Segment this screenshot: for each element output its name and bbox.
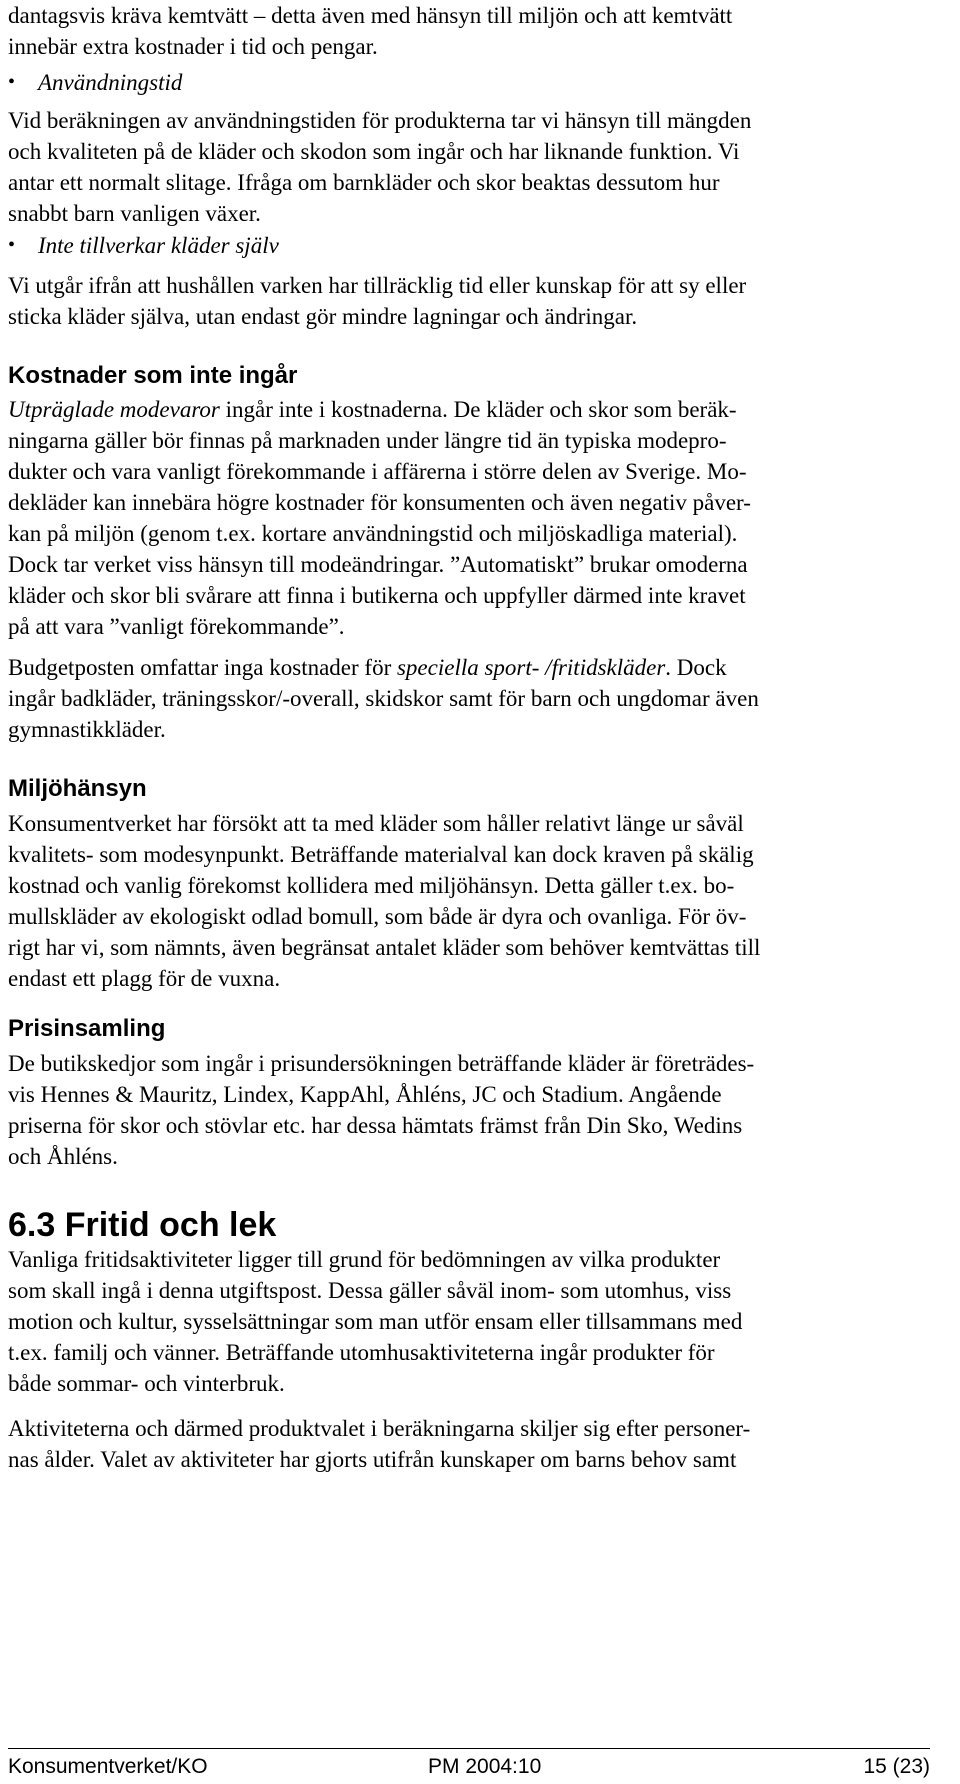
bullet-dot-icon: •	[8, 71, 16, 93]
paragraph-kostnader-2: Budgetposten omfattar inga kostnader för speciella sport- /fritidskläder. Dock ingår badkläder, träningsskor/-overall, skidskor samt för barn och ungdomar även gymnastikkläder.	[8, 655, 759, 742]
bullet-title: • Användningstid	[8, 67, 928, 98]
bullet-text: Vid beräkningen av användningstiden för produkterna tar vi hänsyn till mängden och kvaliteten på de kläder och skodon som ingår och har liknande funktion. Vi antar ett normalt slitage. Ifråga om barnkläder och skor beaktas dessutom hur snabbt barn vanligen växer.	[8, 108, 752, 226]
bullet-dot-icon: •	[8, 234, 16, 256]
heading-kostnader: Kostnader som inte ingår	[8, 362, 298, 389]
paragraph-kostnader-1: Utpräglade modevaror ingår inte i kostnaderna. De kläder och skor som beräk- ningarna gäller bör finnas på marknaden under längre tid än typiska modepro- dukter och vara vanligt förekommande i affärerna i större delen av Sverige. Mo- dekläder kan innebära högre kostnader för konsumenten och även negativ påver- kan på miljön (genom t.ex. kortare användningstid och miljöskadliga material). Dock tar verket viss hänsyn till modeändringar. ”Automatiskt” brukar omoderna kläder och skor bli svårare att finna i butikerna och uppfyller därmed inte kravet på att vara ”vanligt förekommande”.	[8, 397, 751, 639]
top-paragraph: dantagsvis kräva kemtvätt – detta även med hänsyn till miljön och att kemtvätt innebär extra kostnader i tid och pengar.	[8, 3, 733, 59]
bullet-title: • Inte tillverkar kläder själv	[8, 230, 928, 261]
footer-report-id: PM 2004:10	[428, 1755, 542, 1778]
heading-fritid: 6.3 Fritid och lek	[8, 1206, 277, 1244]
paragraph-fritid-1: Vanliga fritidsaktiviteter ligger till grund för bedömningen av vilka produkter som skall ingå i denna utgiftspost. Dessa gäller såväl inom- som utomhus, viss motion och kultur, sysselsättningar som man utför ensam eller tillsammans med t.ex. familj och vänner. Beträffande utomhusaktiviteterna ingår produkter för både sommar- och vinterbruk.	[8, 1247, 743, 1396]
bullet-usage-time	[8, 67, 928, 229]
footer-page-number: 15 (23)	[863, 1755, 930, 1778]
paragraph-fritid-2: Aktiviteterna och därmed produktvalet i beräkningarna skiljer sig efter personer- nas ålder. Valet av aktiviteter har gjorts utifrån kunskaper om barns behov samt	[8, 1416, 751, 1472]
bullet-text: Vi utgår ifrån att hushållen varken har tillräcklig tid eller kunskap för att sy eller sticka kläder själva, utan endast gör mindre lagningar och ändringar.	[8, 273, 747, 329]
page-footer	[8, 1748, 930, 1778]
paragraph-pris: De butikskedjor som ingår i prisundersökningen beträffande kläder är företrädes- vis Hennes & Mauritz, Lindex, KappAhl, Åhléns, JC och Stadium. Angående priserna för skor och stövlar etc. har dessa hämtats främst från Din Sko, Wedins och Åhléns.	[8, 1051, 755, 1169]
heading-miljo: Miljöhänsyn	[8, 775, 147, 802]
bullet-no-self-made	[8, 230, 928, 332]
footer-publisher: Konsumentverket/KO	[8, 1755, 208, 1778]
paragraph-miljo: Konsumentverket har försökt att ta med kläder som håller relativt länge ur såväl kvalitets- som modesynpunkt. Beträffande materialval kan dock kraven på skälig kostnad och vanlig förekomst kollidera med miljöhänsyn. Detta gäller t.ex. bo- mullskläder av ekologiskt odlad bomull, som både är dyra och ovanliga. För öv- rigt har vi, som nämnts, även begränsat antalet kläder som behöver kemtvättas till endast ett plagg för de vuxna.	[8, 811, 761, 991]
heading-pris: Prisinsamling	[8, 1015, 166, 1042]
